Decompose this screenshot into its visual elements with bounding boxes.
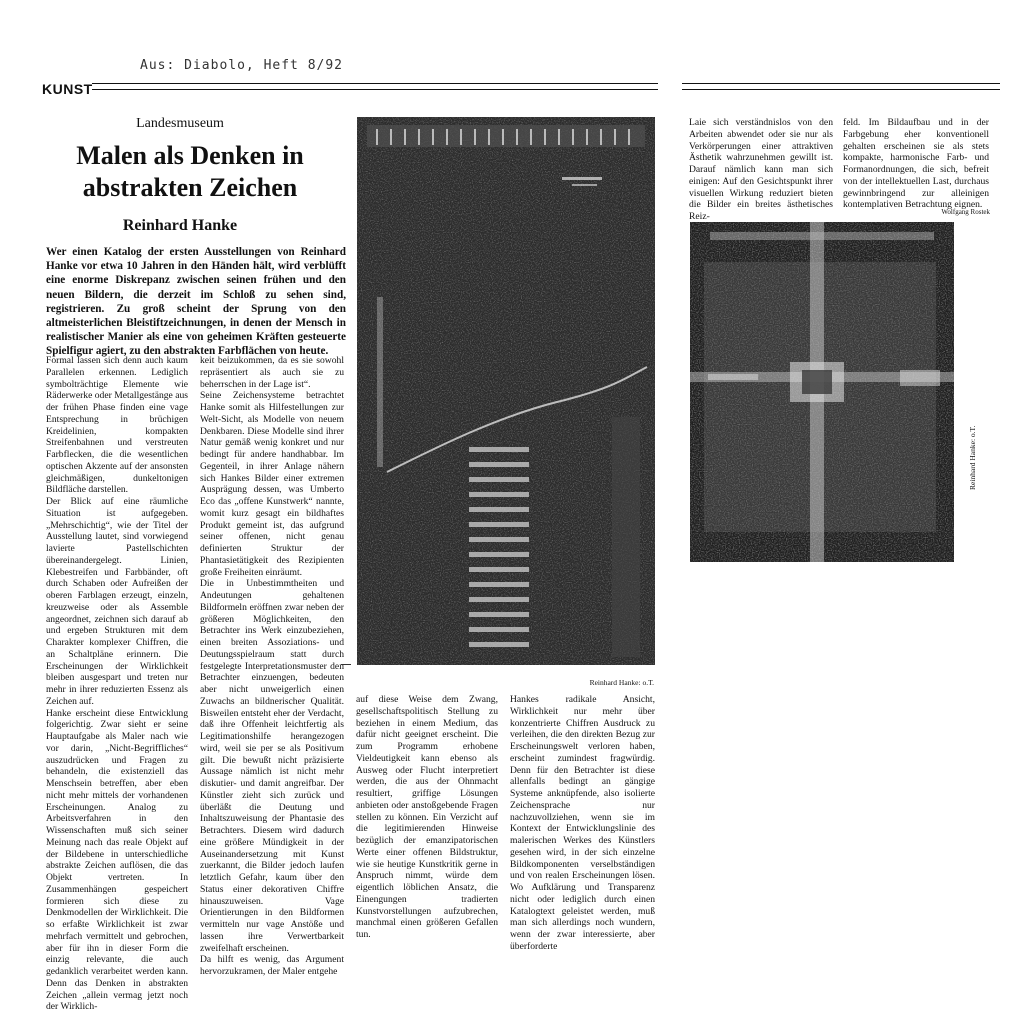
paragraph: feld. Im Bildaufbau und in der Farbgebung eher konventionell gehalten erscheinen sie als stets kompakte, harmonische Farb- und Formanordnungen, die sich, befreit von der intellektuellen Last, durchaus gewinnbringend zur alleinigen kontemplativen Betrachtung eignen. [843,117,989,211]
paragraph: keit beizukommen, da es sie sowohl repräsentiert als auch sie zu beherrschen in der Lage ist“. [200,355,344,390]
body-column-5 [689,117,833,207]
header-rule-bottom-right [682,89,1000,90]
paragraph: Laie sich verständnislos von den Arbeiten abwendet oder sie nur als Verkörperungen einer attraktiven Ästhetik wahrzunehmen gewillt ist. Darauf nämlich kann man sich einigen: Auf den Gesichtspunkt ihrer visuellen Wirkung reduziert bieten die Bilder ein breites ästhetisches Reiz- [689,117,833,223]
author-signature: Wolfgang Rostek [900,208,990,216]
paragraph: Da hilft es wenig, das Argument hervorzukramen, der Maler entgehe [200,954,344,978]
artwork-photo-2 [690,222,954,562]
body-column-4 [510,694,655,919]
paragraph: Die in Unbestimmtheiten und Andeutungen gehaltenen Bildformeln eröffnen zwar neben der größeren Möglichkeiten, den Betrachter ins Werk einzubeziehen, einen breiten Assoziations- und Deutungsspielraum statt durch festgelegte Interpretationsmuster den Betrachter einzuengen, bedeuten aber nicht unweigerlich einen Zuwachs an bildnerischer Qualität. Bisweilen entsteht eher der Verdacht, daß ihre Offenheit leichtfertig als Legitimationshilfe herangezogen wird, weil sie per se als Positivum gilt. Die bewußt nicht präzisierte Aussage nämlich ist nicht mehr diskutier- und damit angreifbar. Der Künstler zieht sich zurück und überläßt die Deutung und Inhaltszuweisung der Phantasie des Betrachters. Diesem wird dadurch eine größere Mündigkeit in der Auseinandersetzung mit Kunst zuerkannt, die Bilder jedoch laufen letztlich Gefahr, kaum über den Status einer dekorativen Chiffre hinauszuweisen. Vage Orientierungen in den Bildformen vermitteln nur vage Anstöße und lassen ihre Verwertbarkeit zweifelhaft erscheinen. [200,578,344,954]
body-column-1 [46,355,188,925]
paragraph: Formal lassen sich denn auch kaum Parallelen erkennen. Lediglich symbolträchtige Elemente wie Räderwerke oder Metallgestänge aus der frühen Phase finden eine vage Entsprechung in brüchigen Kreidelinien, kompakten Streifenbahnen und verstreuten Farbflecken, die die wesentlichen optischen Akzente auf der ansonsten gleichmäßigen, dunkeltonigen Bildfläche darstellen. [46,355,188,496]
article-headline: Malen als Denken in abstrakten Zeichen [44,140,336,204]
paragraph: Der Blick auf eine räumliche Situation ist aufgegeben. „Mehrschichtig“, wie der Titel der Ausstellung lautet, sind vorwiegend lavierte Pastellschichten übereinandergelegt. Linien, Klebestreifen und Farbbänder, oft durch Schaben oder Aufreißen der oberen Farblagen erzeugt, einzeln, kreuzweise oder als Assemble angeordnet, zeichnen sich darauf ab und ergeben Strukturen mit dem Charakter komplexer Chiffren, die an Schaltpläne erinnern. Die Erscheinungen der Wirklichkeit bleiben ausgespart und treten nur mehr in ihrer reduzierten Essenz als Zeichen auf. [46,496,188,708]
source-line: Aus: Diabolo, Heft 8/92 [140,58,343,73]
header-rule-top-right [682,83,1000,84]
margin-mark [341,664,351,665]
photo-caption-1: Reinhard Hanke: o.T. [560,678,654,687]
paragraph: Hankes radikale Ansicht, Wirklichkeit nur mehr über konzentrierte Chiffren Ausdruck zu verleihen, die den direkten Bezug zur Erscheinungswelt verloren haben, erscheint zumindest fragwürdig. Denn für den Betrachter ist diese allenfalls bedingt an gängige Systeme anknüpfende, also isolierte Zeichensprache nur nachzuvollziehen, wenn sie im Kontext der Entwicklungslinie des malerischen Werkes des Künstlers gesehen wird, in der sich einzelne Bildkomponenten verselbständigen und von realen Erscheinungen lösen. Wo Aufklärung und Transparenz nicht oder lediglich durch einen Katalogtext geleistet werden, muß man sich allerdings noch wundern, wenn der zwar interessierte, aber überforderte [510,694,655,953]
artwork-photo-1 [357,117,655,665]
photo-caption-2: Reinhard Hanke: o.T. [968,426,977,490]
section-label: KUNST [42,81,93,97]
paragraph: auf diese Weise dem Zwang, gesellschaftspolitisch Stellung zu beziehen in einem Medium, das dafür nicht geeignet erscheint. Die zum Programm erhobene Vieldeutigkeit kann ebenso als Ausweg oder Flucht interpretiert werden, die aus der Ohnmacht resultiert, griffige Lösungen anbieten oder anstoßgebende Fragen stellen zu können. Ein Verzicht auf die legitimierenden Hinweise bezüglich der emanzipatorischen Werte einer offenen Bildstruktur, wie sie heutige Kunstkritik gerne in Anspruch nimmt, würde dem eigentlich löblichen Ansatz, die Einengungen tradierten Kunstvorstellungen aufzubrechen, manchmal einen größeren Gefallen tun. [356,694,498,941]
body-column-3 [356,694,498,919]
paragraph: Seine Zeichensysteme betrachtet Hanke somit als Hilfestellungen zur Welt-Sicht, als Modelle von neuem Denkbaren. Diese Modelle sind ihrer Natur gemäß wenig konkret und nur bedingt für andere handhabbar. Im Gegenteil, in ihrer Anlage nähern sich Hankes Bilder einer extremen Ausprägung dessen, was Umberto Eco das „offene Kunstwerk“ nannte, womit kurz gesagt ein bildhaftes Produkt gemeint ist, das aufgrund seiner offenen, nicht genau definierten Struktur der Phantasietätigkeit des Rezipienten große Freiheiten einräumt. [200,390,344,578]
body-column-2 [200,355,344,915]
article-lead: Wer einen Katalog der ersten Ausstellungen von Reinhard Hanke vor etwa 10 Jahren in den Händen hält, wird verblüfft eine enorme Diskrepanz zwischen seinen frühen und den neuen Bildern, die derzeit im Schloß zu sehen sind, registrieren. Zu groß scheint der Sprung von den altmeisterlichen Bleistiftzeichnungen, in denen der Mensch in realistischer Manier als eine von geheimen Kräften gesteuerte Spielfigur agiert, zu den abstrakten Farbflächen von heute. [46,245,346,359]
article-author: Reinhard Hanke [100,217,260,235]
header-rule-bottom-left [92,89,658,90]
body-column-6 [843,117,989,207]
paragraph: Hanke erscheint diese Entwicklung folgerichtig. Zwar sieht er seine Hauptaufgabe als Maler nach wie vor darin, „Nicht-Begriffliches“ auszudrücken und Fragen zu behandeln, die existenziell das Menschsein betreffen, aber eben nicht mehr mittels der vorhandenen Erscheinungen. Analog zu Arbeitsverfahren in den Wissenschaften muß sich seiner Meinung nach das reale Objekt auf der Bildebene in unterschiedliche abstrakte Zeichen auflösen, die das Objekt vertreten. In Zusammenhängen gespeichert formieren sich diese zu Denkmodellen der Wirklichkeit. Die so erfaßte Wirklichkeit ist zwar mehrfach vermittelt und gebrochen, aber für ihn in dieser Form die einzig relevante, die auch gedanklich verarbeitet werden kann. Denn das Denken in abstrakten Zeichen „allein vermag jetzt noch der Wirklich- [46,708,188,1013]
article-kicker: Landesmuseum [100,116,260,132]
header-rule-top-left [92,83,658,84]
